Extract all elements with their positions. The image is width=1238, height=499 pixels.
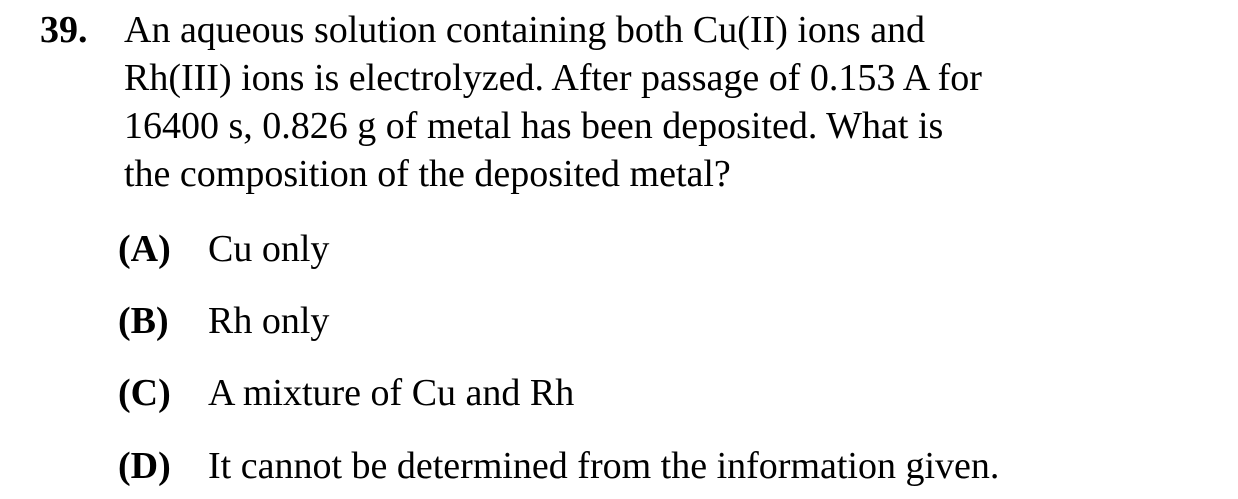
choice-d-letter: (D) (118, 445, 171, 487)
choice-a-letter: (A) (118, 228, 171, 270)
choice-d-text: It cannot be determined from the information given. (208, 445, 1000, 487)
choice-c-letter: (C) (118, 372, 171, 414)
choice-a-text: Cu only (208, 228, 330, 270)
choice-c-text: A mixture of Cu and Rh (208, 372, 575, 414)
question-number: 39. (40, 9, 88, 51)
choice-b-letter: (B) (118, 300, 169, 342)
question-stem-line-2: Rh(III) ions is electrolyzed. After passage of 0.153 A for (124, 57, 982, 99)
choice-b-text: Rh only (208, 300, 330, 342)
question-stem-line-3: 16400 s, 0.826 g of metal has been deposited. What is (124, 105, 944, 147)
question-stem-line-1: An aqueous solution containing both Cu(II) ions and (124, 9, 926, 51)
question-stem-line-4: the composition of the deposited metal? (124, 153, 731, 195)
